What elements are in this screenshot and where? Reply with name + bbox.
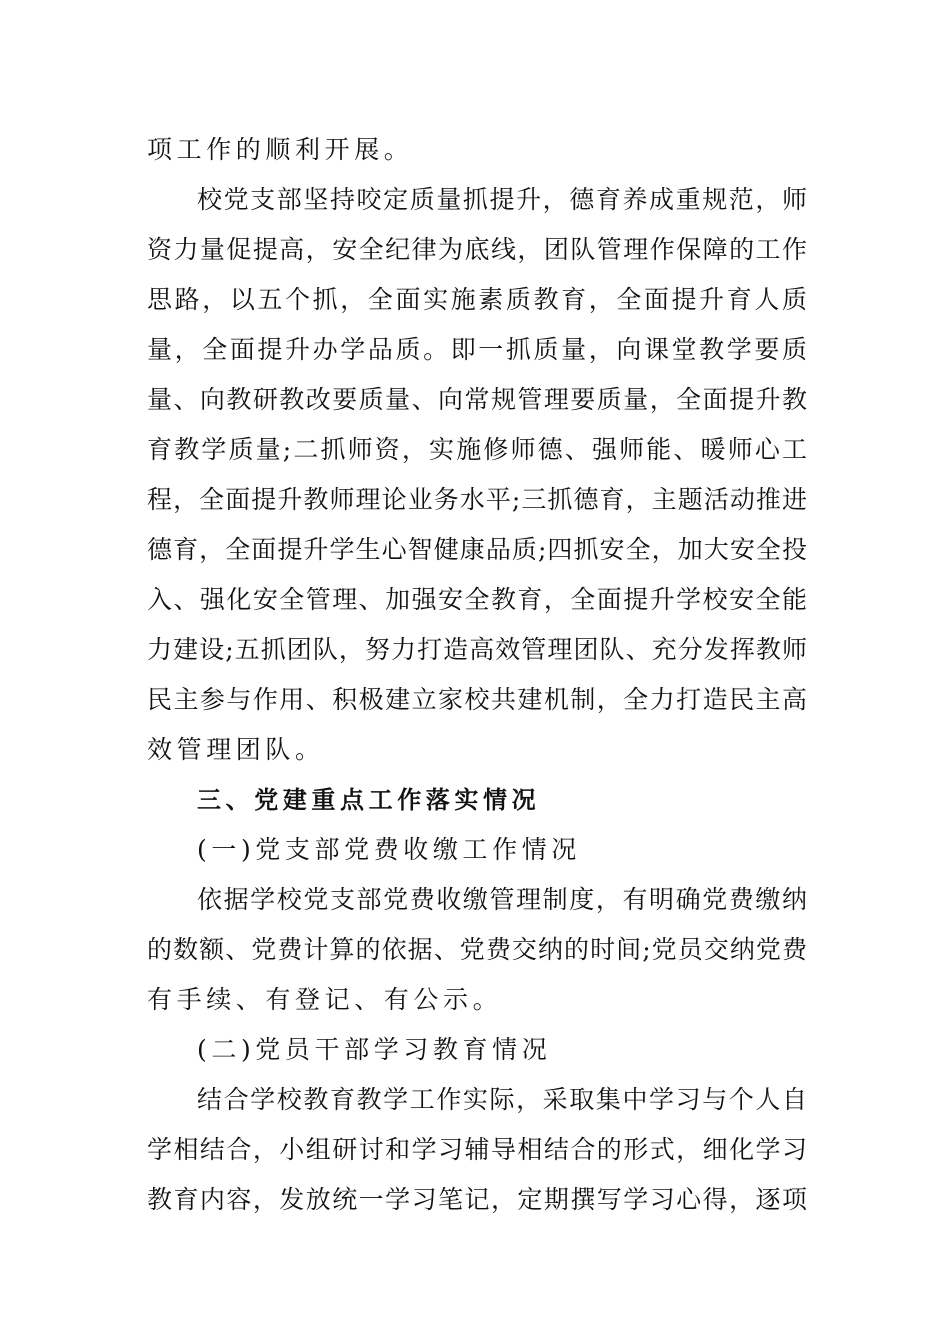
paragraph-line: 民主参与作用、积极建立家校共建机制，全力打造民主高 — [147, 685, 807, 714]
paragraph-line: 量、向教研教改要质量、向常规管理要质量，全面提升教 — [147, 385, 807, 414]
paragraph-line: 资力量促提高，安全纪律为底线，团队管理作保障的工作 — [147, 235, 807, 264]
paragraph-line: 程，全面提升教师理论业务水平;三抓德育，主题活动推进 — [147, 485, 807, 514]
paragraph-line: 的数额、党费计算的依据、党费交纳的时间;党员交纳党费 — [147, 935, 807, 964]
paragraph-line: 力建设;五抓团队，努力打造高效管理团队、充分发挥教师 — [147, 635, 807, 664]
paragraph-line: 有手续、有登记、有公示。 — [147, 985, 503, 1014]
paragraph-line: 结合学校教育教学工作实际，采取集中学习与个人自 — [197, 1085, 807, 1114]
paragraph-line: 教育内容，发放统一学习笔记，定期撰写学习心得，逐项 — [147, 1185, 807, 1214]
paragraph-line: 德育，全面提升学生心智健康品质;四抓安全，加大安全投 — [147, 535, 807, 564]
paragraph-line: 学相结合，小组研讨和学习辅导相结合的形式，细化学习 — [147, 1135, 807, 1164]
paragraph-line: 效管理团队。 — [147, 735, 325, 764]
section-heading: 三、党建重点工作落实情况 — [197, 786, 541, 814]
paragraph-line: 入、强化安全管理、加强安全教育，全面提升学校安全能 — [147, 585, 807, 614]
subsection-heading: (一)党支部党费收缴工作情况 — [197, 835, 581, 864]
paragraph-line: 育教学质量;二抓师资，实施修师德、强师能、暖师心工 — [147, 435, 807, 464]
paragraph-line: 项工作的顺利开展。 — [147, 135, 414, 164]
paragraph-line: 量，全面提升办学品质。即一抓质量，向课堂教学要质 — [147, 335, 807, 364]
paragraph-line: 校党支部坚持咬定质量抓提升，德育养成重规范，师 — [197, 185, 807, 214]
paragraph-line: 依据学校党支部党费收缴管理制度，有明确党费缴纳 — [197, 885, 807, 914]
subsection-heading: (二)党员干部学习教育情况 — [197, 1035, 552, 1064]
paragraph-line: 思路，以五个抓，全面实施素质教育，全面提升育人质 — [147, 285, 807, 314]
